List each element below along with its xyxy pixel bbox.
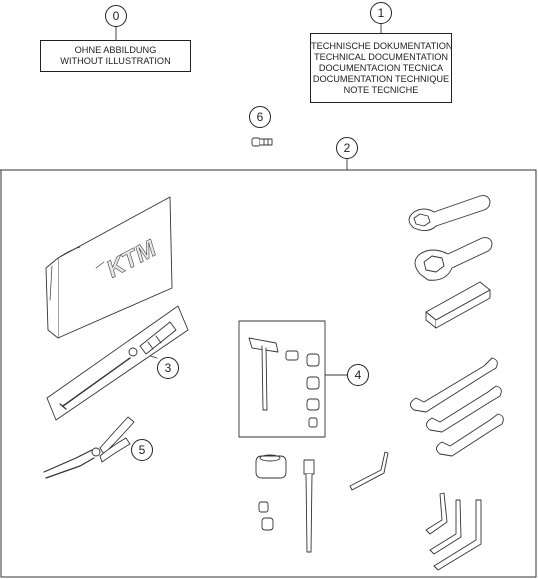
box1-line-4: DOCUMENTATION TECHNIQUE [312,73,450,84]
box0-line-2: WITHOUT ILLUSTRATION [60,56,171,66]
screw-part-6 [252,138,272,146]
pliers-part-5 [44,417,134,478]
pouch-logo: KTM [102,235,161,284]
round-spanner-bottom [415,238,492,281]
box1-line-5: NOTE TECNICHE [343,84,419,95]
callout-2[interactable]: 2 [336,137,358,159]
callout-5[interactable]: 5 [131,439,153,461]
callout-0[interactable]: 0 [105,5,127,27]
open-end-wrenches [410,358,503,456]
round-spanner-top [409,196,490,231]
callout-1[interactable]: 1 [370,2,392,24]
leader-line-2 [0,158,347,170]
allen-key-set [426,493,481,570]
callout-4[interactable]: 4 [347,364,369,386]
box-without-illustration [40,40,191,72]
socket-set [256,455,314,552]
rectangular-tube [426,282,490,328]
box1-line-2: TECHNICAL DOCUMENTATION [313,51,449,62]
box1-line-1: TECHNISCHE DOKUMENTATION [311,40,453,51]
bit-set-part-4 [239,321,325,437]
box1-line-3: DOCUMENTACION TECNICA [318,62,444,73]
box0-line-1: OHNE ABBILDUNG [74,45,157,55]
callout-3[interactable]: 3 [157,357,179,379]
l-hex-key [350,452,388,490]
box-technical-documentation [310,33,452,103]
callout-6[interactable]: 6 [249,106,271,128]
